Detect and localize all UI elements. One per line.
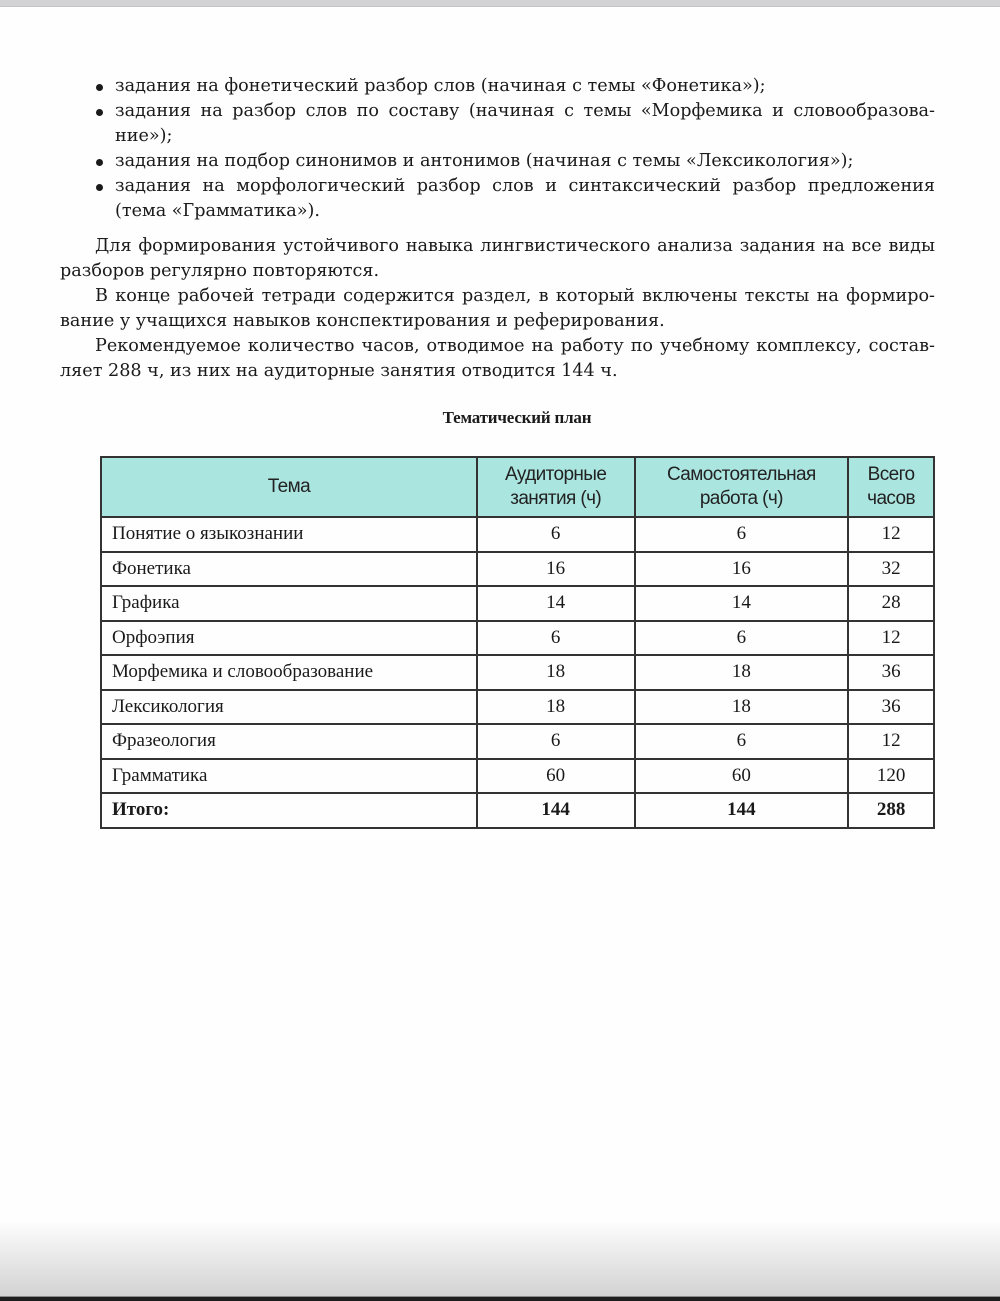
table-row: Понятие о языкознании 6 6 12 <box>101 517 934 552</box>
table-row: Фонетика 16 16 32 <box>101 552 934 587</box>
table-row: Графика 14 14 28 <box>101 586 934 621</box>
task-bullet-list <box>60 74 935 224</box>
viewer-top-bar <box>0 0 1000 7</box>
bullet-icon <box>96 184 103 191</box>
bullet-icon <box>96 109 103 116</box>
paragraph-analysis: Для формирования устойчивого навыка лингвистического анализа задания на все виды разборов регулярно повторяются. <box>60 236 935 281</box>
table-title: Тематический план <box>442 408 592 427</box>
document-page <box>60 74 935 384</box>
header-classroom: Аудиторные занятия (ч) <box>477 457 635 517</box>
table-row: Морфемика и словообразование 18 18 36 <box>101 655 934 690</box>
thematic-plan-table <box>100 456 935 829</box>
header-self-study: Самостоятельная работа (ч) <box>635 457 849 517</box>
table-total-row: Итого: 144 144 288 <box>101 793 934 828</box>
table-row: Лексикология 18 18 36 <box>101 690 934 725</box>
paragraph-hours: Рекомендуемое количество часов, отводимое на работу по учебному комплексу, состав-ляет 288 ч, из них на аудиторные занятия отводится 144 ч. <box>60 336 935 381</box>
list-item: задания на подбор синонимов и антонимов (начиная с темы «Лексикология»); <box>60 149 935 174</box>
list-item: задания на фонетический разбор слов (начиная с темы «Фонетика»); <box>60 74 935 99</box>
table-row: Грамматика 60 60 120 <box>101 759 934 794</box>
bullet-icon <box>96 159 103 166</box>
bullet-icon <box>96 84 103 91</box>
viewer-bottom-bar <box>0 1296 1000 1301</box>
header-topic: Тема <box>101 457 477 517</box>
table-row: Орфоэпия 6 6 12 <box>101 621 934 656</box>
header-total: Всего часов <box>848 457 934 517</box>
table-row: Фразеология 6 6 12 <box>101 724 934 759</box>
table-header-row <box>101 457 934 517</box>
viewer-bottom-shadow <box>0 1220 1000 1297</box>
list-item: задания на морфологический разбор слов и синтаксический разбор предложения (тема «Грамматика»). <box>60 174 935 224</box>
list-item: задания на разбор слов по составу (начиная с темы «Морфемика и словообразова-ние»); <box>60 99 935 149</box>
paragraph-section: В конце рабочей тетради содержится раздел, в который включены тексты на формиро-вание у учащихся навыков конспектирования и реферирования. <box>60 286 935 331</box>
